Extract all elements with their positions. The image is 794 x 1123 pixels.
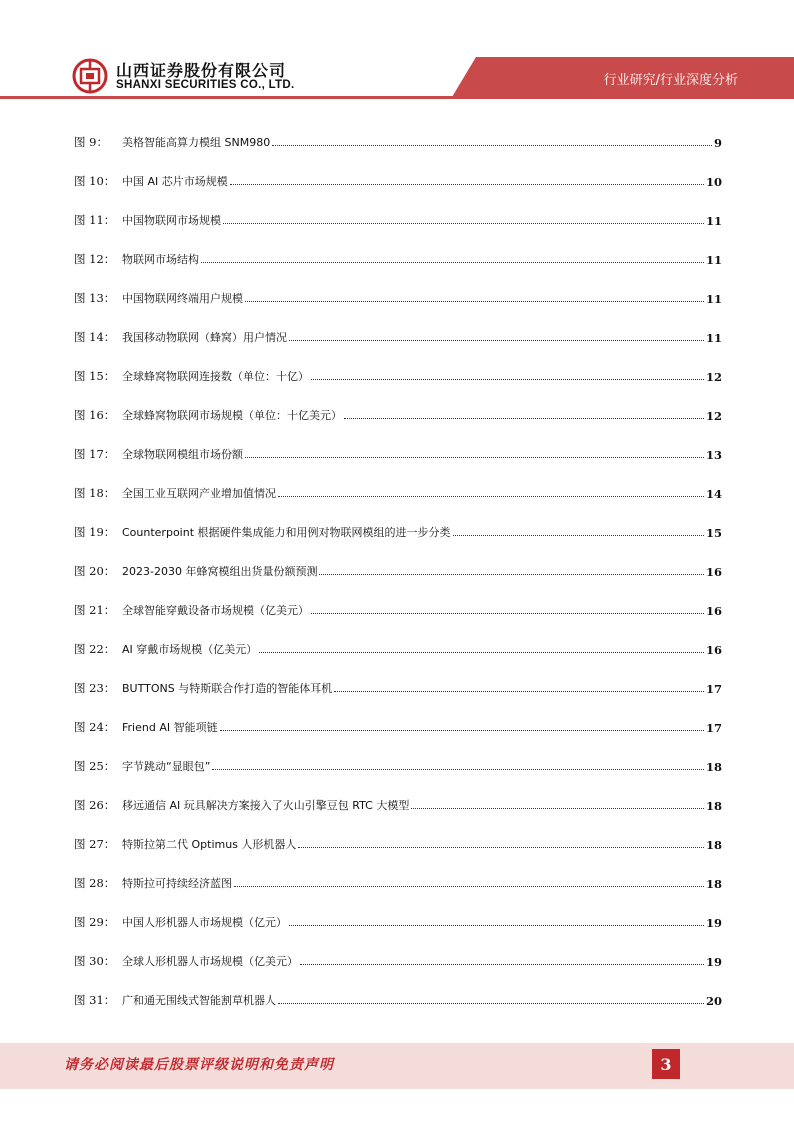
- dot-leader: [319, 574, 704, 575]
- toc-row[interactable]: [74, 479, 722, 501]
- figure-number: 图 15：: [74, 369, 116, 383]
- toc-row[interactable]: [74, 128, 722, 150]
- figure-number: 图 16：: [74, 408, 116, 422]
- dot-leader: [278, 496, 704, 497]
- company-name-cn: 山西证券股份有限公司: [116, 61, 287, 80]
- figure-number: 图 28：: [74, 876, 116, 890]
- figure-number: 图 17：: [74, 447, 116, 461]
- dot-leader: [220, 730, 704, 731]
- toc-row[interactable]: [74, 401, 722, 423]
- figure-title: AI 穿戴市场规模（亿美元）: [122, 643, 258, 656]
- dot-leader: [278, 1003, 704, 1004]
- page-ref: 18: [705, 838, 722, 852]
- toc-row[interactable]: [74, 674, 722, 696]
- page-ref: 10: [705, 175, 722, 189]
- figure-number: 图 30：: [74, 954, 116, 968]
- figure-title: 特斯拉第二代 Optimus 人形机器人: [122, 838, 297, 851]
- figure-title: 全球物联网模组市场份额: [122, 448, 243, 461]
- dot-leader: [201, 262, 704, 263]
- figure-title: 特斯拉可持续经济蓝图: [122, 877, 232, 890]
- figure-title: 字节跳动“显眼包”: [122, 760, 211, 773]
- figure-title: 全国工业互联网产业增加值情况: [122, 487, 276, 500]
- page-ref: 18: [705, 760, 722, 774]
- figure-number: 图 19：: [74, 525, 116, 539]
- toc-row[interactable]: [74, 206, 722, 228]
- figure-number: 图 22：: [74, 642, 116, 656]
- page-ref: 18: [705, 877, 722, 891]
- toc-row[interactable]: [74, 908, 722, 930]
- figure-title: 2023-2030 年蜂窝模组出货量份额预测: [122, 565, 318, 578]
- figure-number: 图 9：: [74, 135, 108, 149]
- toc-row[interactable]: [74, 713, 722, 735]
- dot-leader: [300, 964, 704, 965]
- dot-leader: [245, 301, 704, 302]
- toc-row[interactable]: [74, 440, 722, 462]
- figure-title: Friend AI 智能项链: [122, 721, 218, 734]
- dot-leader: [344, 418, 704, 419]
- figure-title: 广和通无围线式智能割草机器人: [122, 994, 276, 1007]
- page-ref: 12: [705, 409, 722, 423]
- dot-leader: [311, 613, 704, 614]
- page-number: 3: [652, 1049, 680, 1079]
- figure-number: 图 21：: [74, 603, 116, 617]
- dot-leader: [453, 535, 704, 536]
- page-ref: 19: [705, 955, 722, 969]
- figure-number: 图 27：: [74, 837, 116, 851]
- figure-number: 图 25：: [74, 759, 116, 773]
- figure-title: 全球蜂窝物联网市场规模（单位：十亿美元）: [122, 409, 342, 422]
- toc-row[interactable]: [74, 167, 722, 189]
- dot-leader: [334, 691, 704, 692]
- figure-number: 图 31：: [74, 993, 116, 1007]
- toc-row[interactable]: [74, 869, 722, 891]
- figure-number: 图 26：: [74, 798, 116, 812]
- toc-row[interactable]: [74, 752, 722, 774]
- toc-row[interactable]: [74, 947, 722, 969]
- dot-leader: [234, 886, 704, 887]
- page-ref: 12: [705, 370, 722, 384]
- figure-title: 中国物联网终端用户规模: [122, 292, 243, 305]
- figure-title: 中国人形机器人市场规模（亿元）: [122, 916, 287, 929]
- page-ref: 16: [705, 565, 722, 579]
- page-ref: 11: [705, 292, 722, 306]
- toc-row[interactable]: [74, 362, 722, 384]
- page-ref: 17: [705, 721, 722, 735]
- dot-leader: [223, 223, 704, 224]
- dot-leader: [272, 145, 712, 146]
- dot-leader: [311, 379, 704, 380]
- dot-leader: [259, 652, 704, 653]
- figure-number: 图 14：: [74, 330, 116, 344]
- figure-title: Counterpoint 根据硬件集成能力和用例对物联网模组的进一步分类: [122, 526, 451, 539]
- figure-title: 我国移动物联网（蜂窝）用户情况: [122, 331, 287, 344]
- toc-row[interactable]: [74, 284, 722, 306]
- figure-number: 图 13：: [74, 291, 116, 305]
- page-ref: 19: [705, 916, 722, 930]
- figure-title: 全球蜂窝物联网连接数（单位：十亿）: [122, 370, 309, 383]
- page-ref: 13: [705, 448, 722, 462]
- page-ref: 15: [705, 526, 722, 540]
- figure-number: 图 10：: [74, 174, 116, 188]
- toc-row[interactable]: [74, 245, 722, 267]
- page-ref: 16: [705, 643, 722, 657]
- page-ref: 11: [705, 331, 722, 345]
- page-ref: 18: [705, 799, 722, 813]
- toc-row[interactable]: [74, 986, 722, 1008]
- page-ref: 11: [705, 214, 722, 228]
- figure-title: BUTTONS 与特斯联合作打造的智能体耳机: [122, 682, 333, 695]
- page-ref: 11: [705, 253, 722, 267]
- figure-title: 全球人形机器人市场规模（亿美元）: [122, 955, 298, 968]
- figure-number: 图 23：: [74, 681, 116, 695]
- page-ref: 20: [705, 994, 722, 1008]
- toc-row[interactable]: [74, 596, 722, 618]
- dot-leader: [411, 808, 704, 809]
- dot-leader: [212, 769, 704, 770]
- figure-number: 图 11：: [74, 213, 116, 227]
- figure-title: 物联网市场结构: [122, 253, 199, 266]
- toc-row[interactable]: [74, 323, 722, 345]
- company-name-en: SHANXI SECURITIES CO., LTD.: [116, 79, 295, 91]
- dot-leader: [298, 847, 704, 848]
- figure-title: 全球智能穿戴设备市场规模（亿美元）: [122, 604, 309, 617]
- disclaimer-notice: 请务必阅读最后股票评级说明和免责声明: [64, 1057, 334, 1073]
- figure-title: 中国物联网市场规模: [122, 214, 221, 227]
- page-header: [0, 0, 794, 100]
- figure-number: 图 20：: [74, 564, 116, 578]
- figure-number: 图 29：: [74, 915, 116, 929]
- figure-title: 美格智能高算力模组 SNM980: [122, 136, 271, 149]
- toc-row[interactable]: [74, 791, 722, 813]
- page-ref: 16: [705, 604, 722, 618]
- figure-number: 图 18：: [74, 486, 116, 500]
- figure-number: 图 24：: [74, 720, 116, 734]
- toc-row[interactable]: [74, 635, 722, 657]
- toc-row[interactable]: [74, 830, 722, 852]
- page-ref: 9: [713, 136, 722, 150]
- toc-row[interactable]: [74, 518, 722, 540]
- report-category: 行业研究/行业深度分析: [603, 73, 738, 88]
- page-ref: 14: [705, 487, 722, 501]
- dot-leader: [289, 340, 704, 341]
- dot-leader: [230, 184, 704, 185]
- dot-leader: [245, 457, 704, 458]
- figure-number: 图 12：: [74, 252, 116, 266]
- figure-title: 中国 AI 芯片市场规模: [122, 175, 228, 188]
- page-ref: 17: [705, 682, 722, 696]
- dot-leader: [289, 925, 704, 926]
- figure-title: 移远通信 AI 玩具解决方案接入了火山引擎豆包 RTC 大模型: [122, 799, 410, 812]
- toc-row[interactable]: [74, 557, 722, 579]
